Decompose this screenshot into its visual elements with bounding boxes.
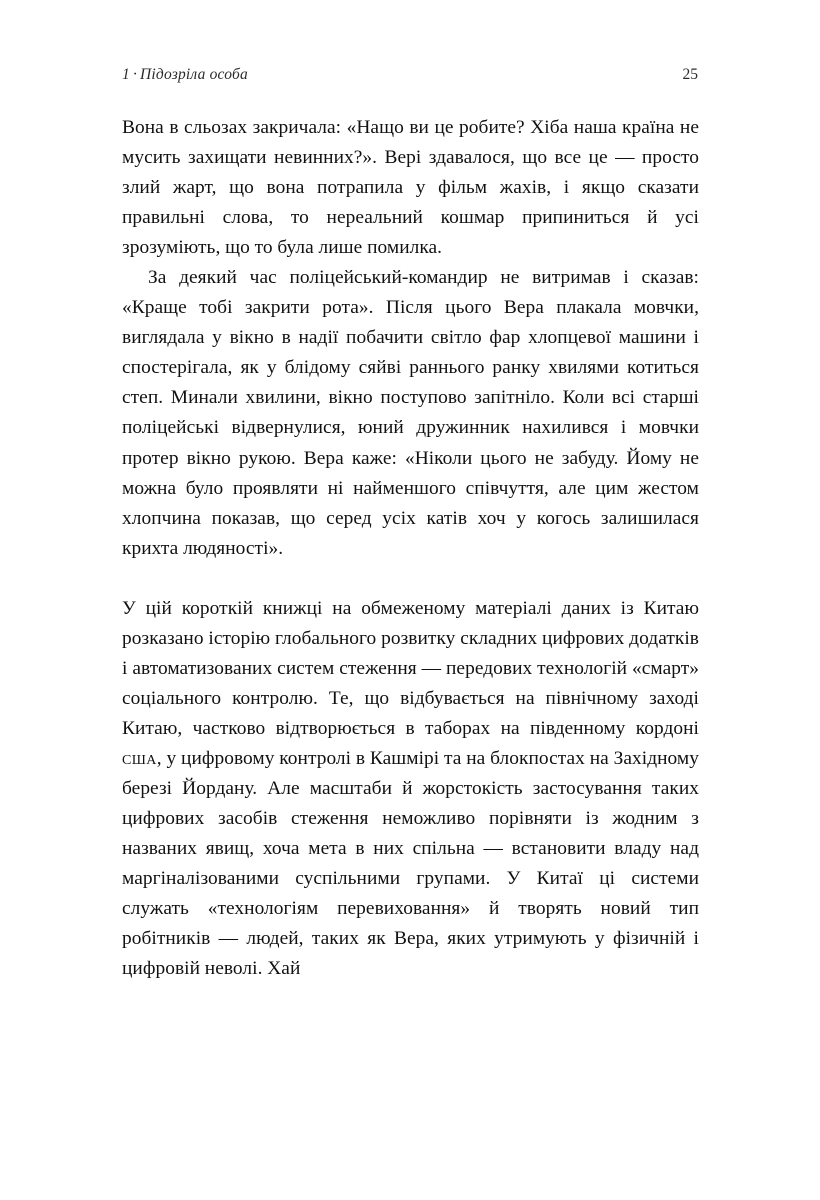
page-number: 25	[682, 66, 698, 83]
smallcaps-usa: сша	[122, 747, 157, 769]
body-text-block	[122, 113, 699, 984]
running-head-chapter	[122, 66, 248, 84]
paragraph-3-part-2: , у цифровому контролі в Кашмірі та на блокпостах на Західному березі Йордану. Але масштаби й жорстокість застосування таких цифрових засобів стеження неможливо порівняти із жодним з названих явищ, хоча мета в них спільна — встановити владу над маргіналізованими суспільними групами. У Китаї ці системи служать «технологіям перевиховання» й творять новий тип робітників — людей, таких як Вера, яких утримують у фізичній і цифровій неволі. Хай	[122, 747, 699, 980]
paragraph-1: Вона в сльозах закричала: «Нащо ви це робите? Хіба наша країна не мусить захищати невинних?». Вері здавалося, що все це — просто злий жарт, що вона потрапила у фільм жахів, і якщо сказати правильні слова, то нереальний кошмар припиниться й усі зрозуміють, що то була лише помилка.	[122, 117, 699, 259]
paragraph-3	[122, 594, 699, 985]
running-head-separator: ·	[132, 66, 138, 83]
running-head	[122, 66, 698, 92]
paragraph-3-part-1: У цій короткій книжці на обмеженому матеріалі даних із Китаю розказано історію глобального розвитку складних цифрових додатків і автоматизованих систем стеження — передових технологій «смарт» соціального контролю. Те, що відбувається на північному заході Китаю, частково відтворюється в таборах на південному кордоні	[122, 597, 699, 739]
paragraph-2: За деякий час поліцейський-командир не витримав і сказав: «Краще тобі закрити рота». Після цього Вера плакала мовчки, виглядала у вікно в надії побачити світло фар хлопцевої машини і спостерігала, як у блідому сяйві раннього ранку хвилями котиться степ. Минали хвилини, вікно поступово запітніло. Коли всі старші поліцейські відвернулися, юний дружинник нахилився і мовчки протер вікно рукою. Вера каже: «Ніколи цього не забуду. Йому не можна було проявляти ні найменшого співчуття, але цим жестом хлопчина показав, що серед усіх катів хоч у когось залишилася крихта людяності».	[122, 267, 699, 559]
chapter-number: 1	[122, 66, 130, 83]
chapter-title: Підозріла особа	[140, 66, 248, 83]
